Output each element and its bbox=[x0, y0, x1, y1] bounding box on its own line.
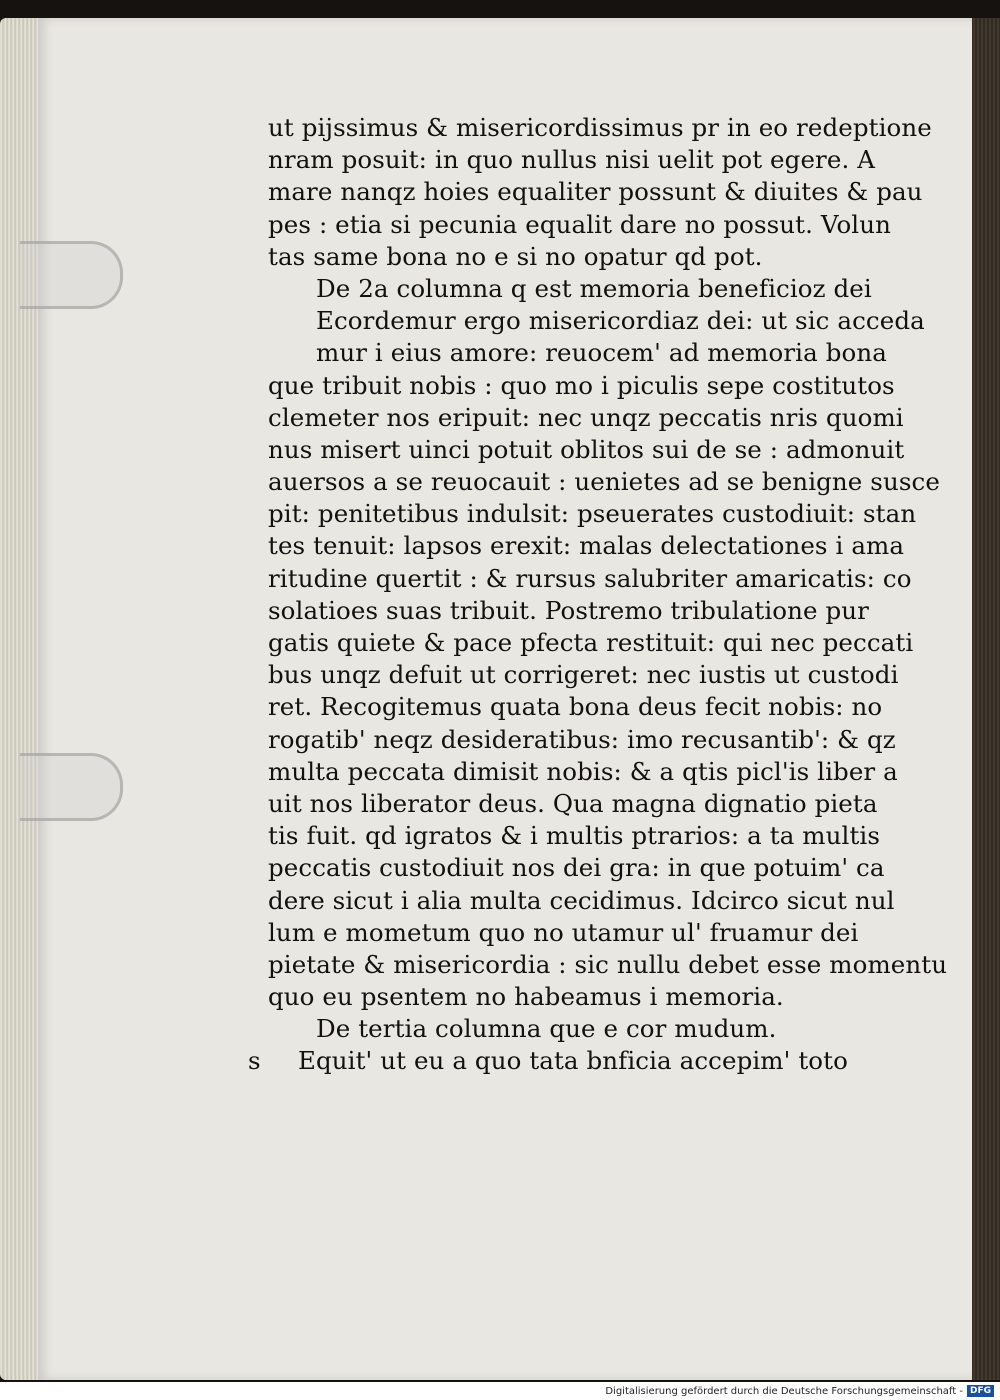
text-line: tas same bona no e si no opatur qd pot. bbox=[268, 241, 763, 271]
text-line: clemeter nos eripuit: nec unqz peccatis nris quomi bbox=[268, 402, 904, 432]
text-line: pietate & misericordia : sic nullu debet esse momentu bbox=[268, 949, 948, 979]
book-right-edge bbox=[972, 18, 1000, 1380]
text-line: mare nanqz hoies equaliter possunt & diuites & pau bbox=[268, 177, 923, 207]
text-line: nram posuit: in quo nullus nisi uelit pot egere. A bbox=[268, 145, 876, 175]
dfg-logo: DFG bbox=[967, 1385, 994, 1397]
page-text bbox=[248, 112, 948, 1078]
text-line: ritudine quertit : & rursus salubriter amaricatis: co bbox=[268, 563, 912, 593]
section-heading: De tertia columna que e cor mudum. bbox=[316, 1014, 777, 1044]
text-line: rogatib' neqz desideratibus: imo recusantib': & qz bbox=[268, 724, 896, 754]
text-line: pit: penitetibus indulsit: pseuerates custodiuit: stan bbox=[268, 499, 917, 529]
text-line: nus misert uinci potuit oblitos sui de se : admonuit bbox=[268, 434, 905, 464]
text-line: auersos a se reuocauit : uenietes ad se benigne susce bbox=[268, 467, 940, 497]
text-line: peccatis custodiuit nos dei gra: in que potuim' ca bbox=[268, 853, 885, 883]
text-line bbox=[248, 1045, 848, 1077]
text-line: uit nos liberator deus. Qua magna dignatio pieta bbox=[268, 788, 878, 818]
text-line: Ecordemur ergo misericordiaz dei: ut sic acceda bbox=[316, 306, 925, 336]
text-line: solatioes suas tribuit. Postremo tribulatione pur bbox=[268, 595, 869, 625]
margin-letter: s bbox=[248, 1046, 261, 1076]
footer-text: Digitalisierung gefördert durch die Deutsche Forschungsgemeinschaft - bbox=[605, 1385, 963, 1397]
page-clip-top bbox=[20, 241, 123, 309]
text-line: mur i eius amore: reuocem' ad memoria bona bbox=[316, 338, 887, 368]
text-line: dere sicut i alia multa cecidimus. Idcirco sicut nul bbox=[268, 885, 895, 915]
text-line: lum e mometum quo no utamur ul' fruamur dei bbox=[268, 917, 859, 947]
text-line-content: Equit' ut eu a quo tata bnficia accepim' toto bbox=[298, 1046, 848, 1076]
book-left-edge bbox=[0, 18, 40, 1380]
text-line: que tribuit nobis : quo mo i piculis sepe costitutos bbox=[268, 370, 895, 400]
text-line: pes : etia si pecunia equalit dare no possut. Volun bbox=[268, 209, 891, 239]
text-line: bus unqz defuit ut corrigeret: nec iustis ut custodi bbox=[268, 660, 899, 690]
text-line: tes tenuit: lapsos erexit: malas delectationes i ama bbox=[268, 531, 905, 561]
text-line: gatis quiete & pace pfecta restituit: qui nec peccati bbox=[268, 628, 914, 657]
text-line: multa peccata dimisit nobis: & a qtis picl'is liber a bbox=[268, 756, 898, 786]
text-line: tis fuit. qd igratos & i multis ptrarios: a ta multis bbox=[268, 821, 880, 851]
text-line: ut pijssimus & misericordissimus pr in eo redeptione bbox=[268, 113, 932, 142]
text-line: ret. Recogitemus quata bona deus fecit nobis: no bbox=[268, 692, 883, 722]
page-clip-bottom bbox=[20, 753, 123, 821]
text-line: quo eu psentem no habeamus i memoria. bbox=[268, 982, 784, 1012]
section-heading: De 2a columna q est memoria beneficioz dei bbox=[316, 273, 872, 303]
footer-bar bbox=[0, 1382, 1000, 1400]
